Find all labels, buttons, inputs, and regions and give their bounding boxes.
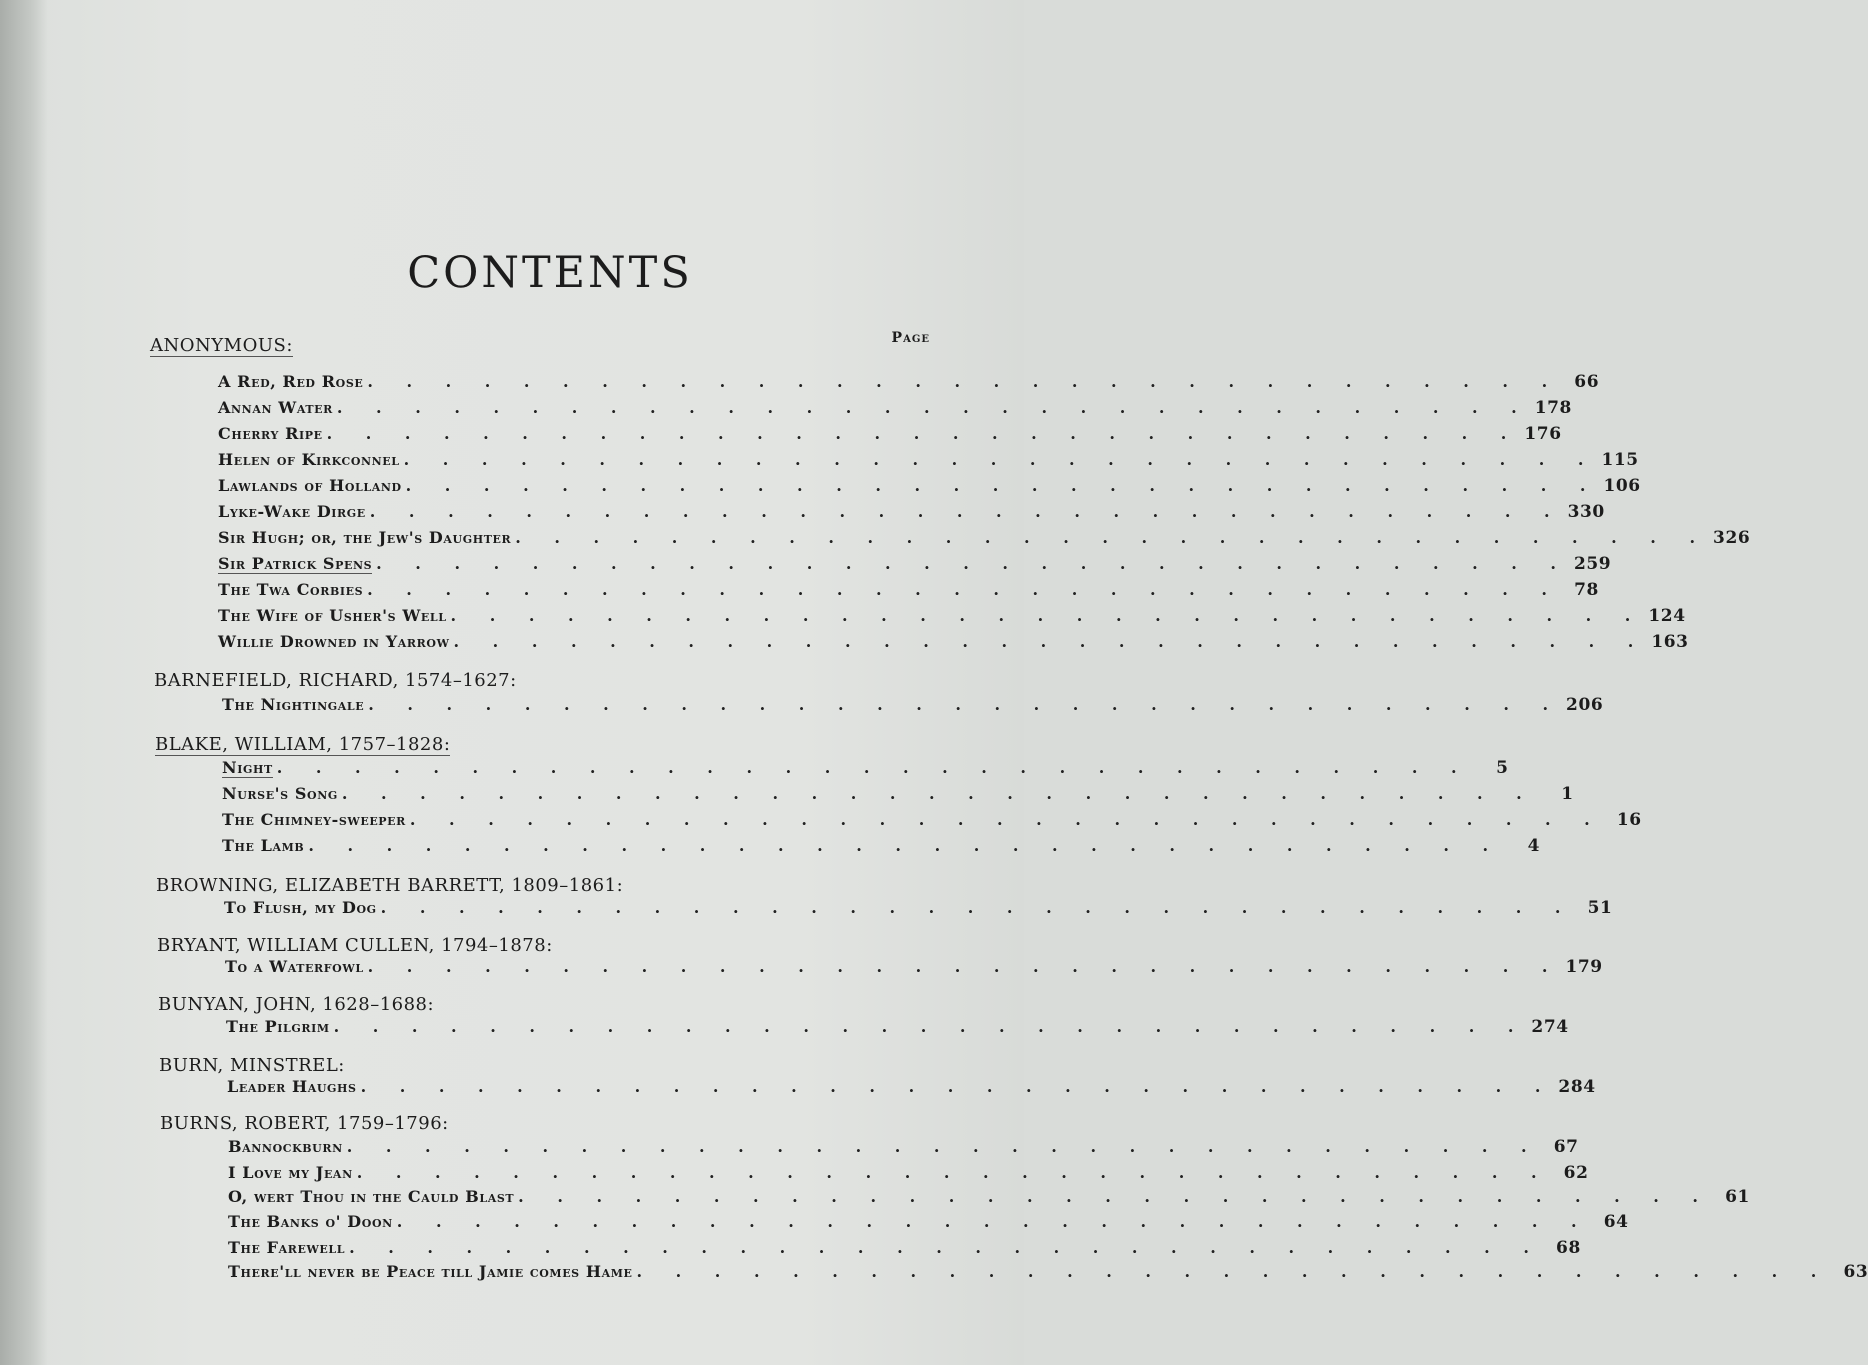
toc-entry: A Red, Red Rose . . . . . . . . . . . . . . . . . . . . . . . . . . . . . . . 66 xyxy=(218,372,1600,392)
toc-entry: Night . . . . . . . . . . . . . . . . . . . . . . . . . . . . . . . 5 xyxy=(222,758,1509,778)
toc-entry: To a Waterfowl . . . . . . . . . . . . . . . . . . . . . . . . . . . . . . . 179 xyxy=(225,957,1603,977)
toc-entry: Annan Water . . . . . . . . . . . . . . . . . . . . . . . . . . . . . . . 178 xyxy=(218,398,1572,418)
author-heading: BURNS, ROBERT, 1759–1796: xyxy=(160,1113,449,1134)
toc-entry: Cherry Ripe . . . . . . . . . . . . . . . . . . . . . . . . . . . . . . . 176 xyxy=(218,424,1562,444)
page-column-label: Page xyxy=(891,330,930,346)
author-heading: BROWNING, ELIZABETH BARRETT, 1809–1861: xyxy=(156,875,624,896)
toc-entry: Willie Drowned in Yarrow . . . . . . . . . . . . . . . . . . . . . . . . . . . . . . . 163 xyxy=(218,632,1689,652)
toc-entry: Bannockburn . . . . . . . . . . . . . . . . . . . . . . . . . . . . . . . 67 xyxy=(228,1137,1579,1157)
page-gutter-shadow xyxy=(0,0,48,1365)
contents-heading: CONTENTS xyxy=(407,248,693,298)
toc-entry: To Flush, my Dog . . . . . . . . . . . . . . . . . . . . . . . . . . . . . . . 51 xyxy=(224,898,1613,918)
toc-entry: O, wert Thou in the Cauld Blast . . . . . . . . . . . . . . . . . . . . . . . . . . . . . . . 61 xyxy=(228,1187,1750,1207)
author-heading: BURN, MINSTREL: xyxy=(159,1055,345,1076)
author-heading: BARNEFIELD, RICHARD, 1574–1627: xyxy=(154,670,517,691)
toc-entry: The Chimney-sweeper . . . . . . . . . . . . . . . . . . . . . . . . . . . . . . . 16 xyxy=(222,810,1642,830)
toc-entry: The Farewell . . . . . . . . . . . . . . . . . . . . . . . . . . . . . . . 68 xyxy=(228,1238,1581,1258)
author-heading: ANONYMOUS: xyxy=(150,335,293,356)
toc-entry: Lawlands of Holland . . . . . . . . . . . . . . . . . . . . . . . . . . . . . . . 106 xyxy=(218,476,1641,496)
toc-entry: I Love my Jean . . . . . . . . . . . . . . . . . . . . . . . . . . . . . . . 62 xyxy=(228,1163,1589,1183)
toc-entry: Helen of Kirkconnel . . . . . . . . . . . . . . . . . . . . . . . . . . . . . . . 115 xyxy=(218,450,1639,470)
toc-entry: Nurse's Song . . . . . . . . . . . . . . . . . . . . . . . . . . . . . . . 1 xyxy=(222,784,1574,804)
toc-entry: The Lamb . . . . . . . . . . . . . . . . . . . . . . . . . . . . . . . 4 xyxy=(222,836,1541,856)
toc-entry: Leader Haughs . . . . . . . . . . . . . . . . . . . . . . . . . . . . . . . 284 xyxy=(227,1077,1596,1097)
author-heading: BUNYAN, JOHN, 1628–1688: xyxy=(158,994,435,1015)
author-heading: BLAKE, WILLIAM, 1757–1828: xyxy=(155,734,451,755)
toc-entry: Lyke-Wake Dirge . . . . . . . . . . . . . . . . . . . . . . . . . . . . . . . 330 xyxy=(218,502,1605,522)
toc-entry: The Twa Corbies . . . . . . . . . . . . . . . . . . . . . . . . . . . . . . . 78 xyxy=(218,580,1599,600)
toc-entry: The Wife of Usher's Well . . . . . . . . . . . . . . . . . . . . . . . . . . . . . . . 124 xyxy=(218,606,1686,626)
toc-entry: There'll never be Peace till Jamie comes Hame . . . . . . . . . . . . . . . . . . . . . . . . . . . . . . . 63 xyxy=(228,1262,1868,1282)
toc-entry: The Nightingale . . . . . . . . . . . . . . . . . . . . . . . . . . . . . . . 206 xyxy=(222,695,1604,715)
author-heading: BRYANT, WILLIAM CULLEN, 1794–1878: xyxy=(157,935,553,956)
toc-entry: Sir Patrick Spens . . . . . . . . . . . . . . . . . . . . . . . . . . . . . . . 259 xyxy=(218,554,1612,574)
toc-entry: Sir Hugh; or, the Jew's Daughter . . . . . . . . . . . . . . . . . . . . . . . . . . . . . . . 326 xyxy=(218,528,1751,548)
toc-entry: The Pilgrim . . . . . . . . . . . . . . . . . . . . . . . . . . . . . . . 274 xyxy=(226,1017,1569,1037)
toc-entry: The Banks o' Doon . . . . . . . . . . . . . . . . . . . . . . . . . . . . . . . 64 xyxy=(228,1212,1629,1232)
